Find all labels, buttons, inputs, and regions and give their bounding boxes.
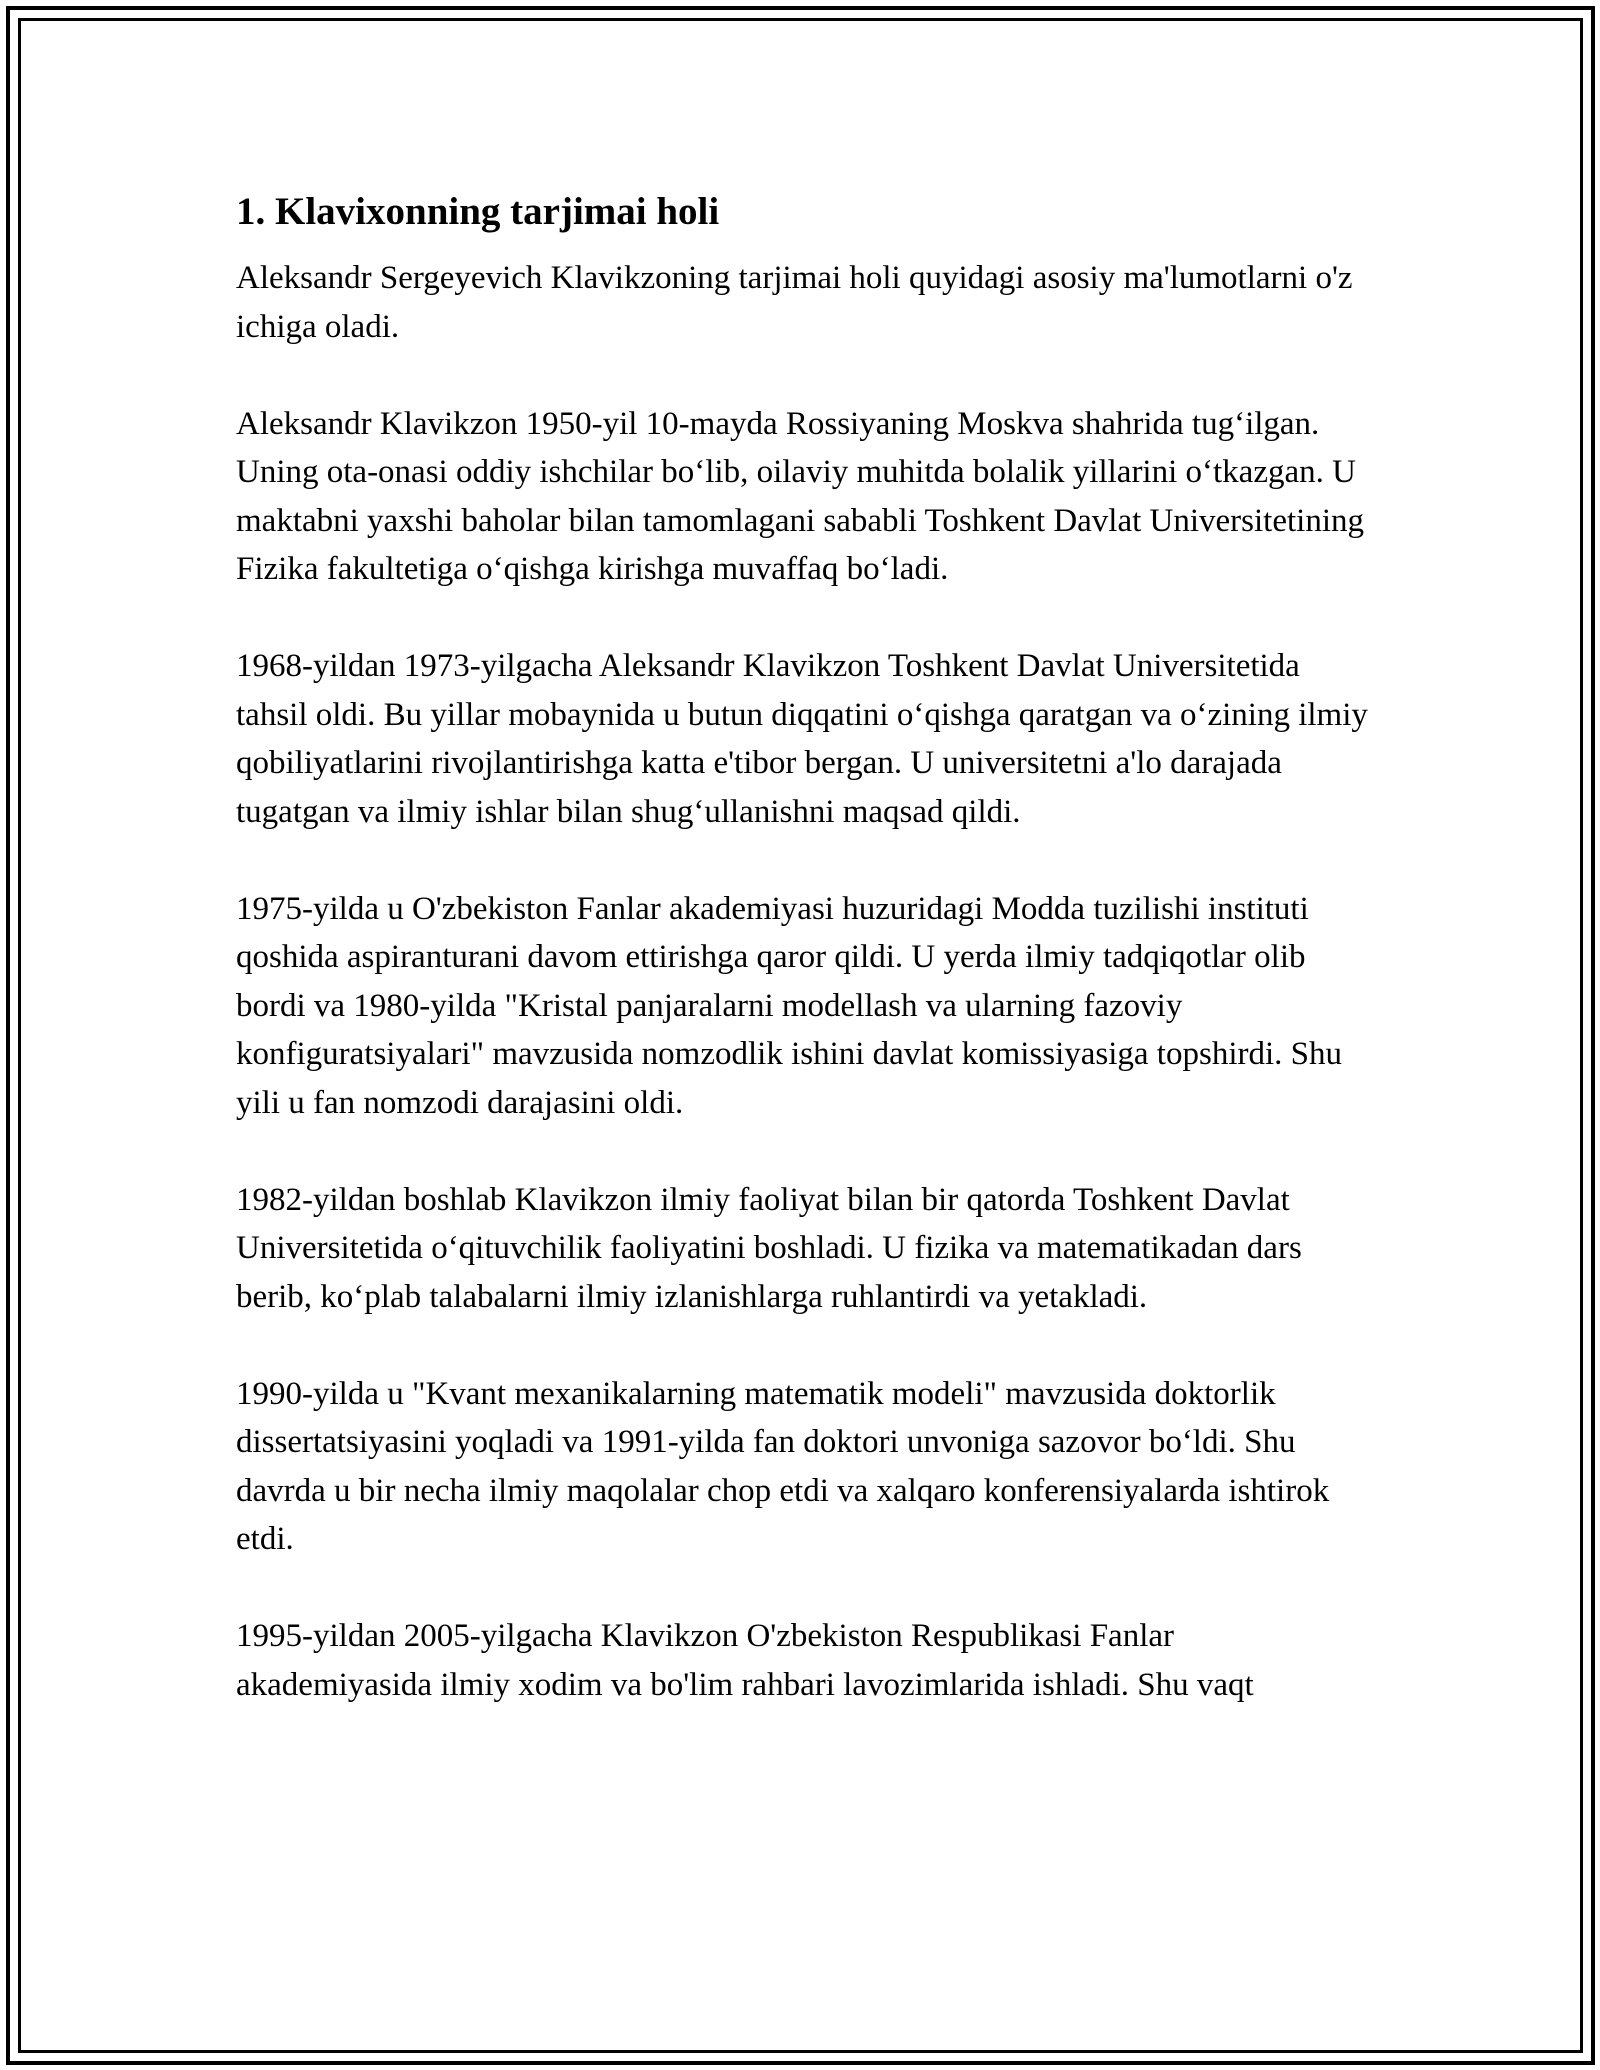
paragraph-doctorate: 1990-yilda u "Kvant mexanikalarning matematik modeli" mavzusida doktorlik dissertatsiyasini yoqladi va 1991-yilda fan doktori unvoniga sazovor bo‘ldi. Shu davrda u bir necha ilmiy maqolalar chop etdi va xalqaro konferensiyalarda ishtirok etdi. <box>236 1375 1330 1557</box>
section-heading: 1. Klavixonning tarjimai holi <box>236 190 720 233</box>
paragraph-academy: 1995-yildan 2005-yilgacha Klavikzon O'zbekiston Respublikasi Fanlar akademiyasida ilmiy xodim va bo'lim rahbari lavozimlarida ishladi. Shu vaqt <box>236 1618 1254 1703</box>
paragraph-birth: Aleksandr Klavikzon 1950-yil 10-mayda Rossiyaning Moskva shahrida tug‘ilgan. Uning ota-onasi oddiy ishchilar bo‘lib, oilaviy muhitda bolalik yillarini o‘tkazgan. U maktabni yaxshi baholar bilan tamomlagani sababli Toshkent Davlat Universitetining Fizika fakultetiga o‘qishga kirishga muvaffaq bo‘ladi. <box>236 405 1364 587</box>
paragraph-teaching: 1982-yildan boshlab Klavikzon ilmiy faoliyat bilan bir qatorda Toshkent Davlat Universitetida o‘qituvchilik faoliyatini boshladi. U fizika va matematikadan dars berib, ko‘plab talabalarni ilmiy izlanishlarga ruhlantirdi va yetakladi. <box>236 1181 1302 1315</box>
paragraph-aspirantura: 1975-yilda u O'zbekiston Fanlar akademiyasi huzuridagi Modda tuzilishi instituti qoshida aspiranturani davom ettirishga qaror qildi. U yerda ilmiy tadqiqotlar olib bordi va 1980-yilda "Kristal panjaralarni modellash va ularning fazoviy konfiguratsiyalari" mavzusida nomzodlik ishini davlat komissiyasiga topshirdi. Shu yili u fan nomzodi darajasini oldi. <box>236 890 1342 1121</box>
paragraph-intro: Aleksandr Sergeyevich Klavikzoning tarjimai holi quyidagi asosiy ma'lumotlarni o'z ichiga oladi. <box>236 260 1353 345</box>
document-body <box>236 186 1376 1758</box>
paragraph-university: 1968-yildan 1973-yilgacha Aleksandr Klavikzon Toshkent Davlat Universitetida tahsil oldi. Bu yillar mobaynida u butun diqqatini o‘qishga qaratgan va o‘zining ilmiy qobiliyatlarini rivojlantirishga katta e'tibor bergan. U universitetni a'lo darajada tugatgan va ilmiy ishlar bilan shug‘ullanishni maqsad qildi. <box>236 648 1368 830</box>
